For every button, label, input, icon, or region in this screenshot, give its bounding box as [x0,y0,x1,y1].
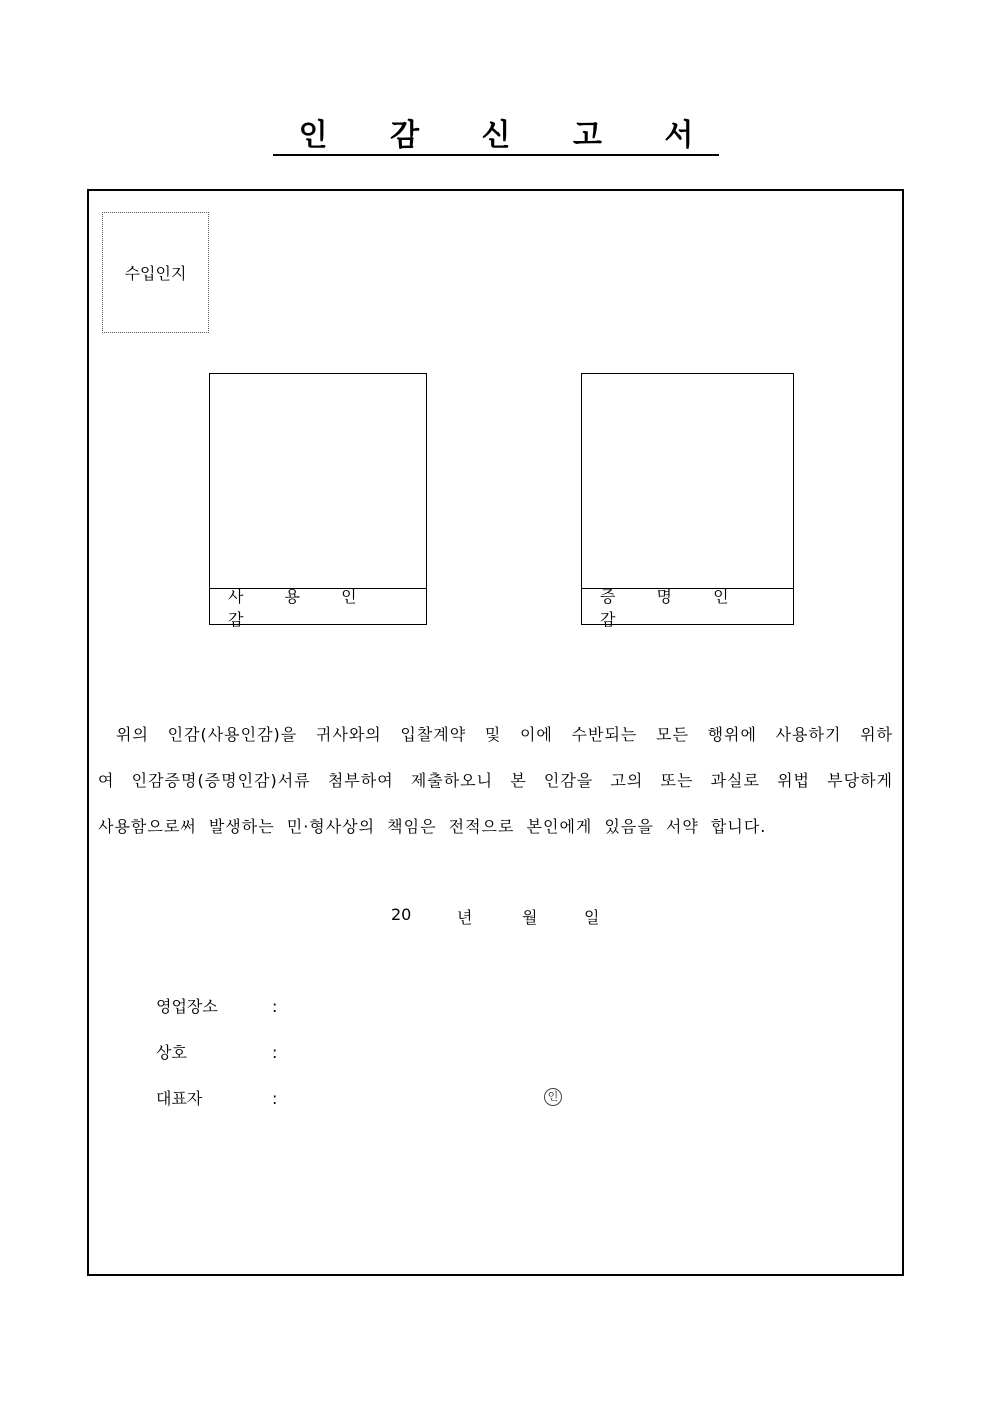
business-place-label: 영업장소 [156,997,218,1016]
date-line [0,905,992,929]
statement-line-1: 위의 인감(사용인감)을 귀사와의 입찰계약 및 이에 수반되는 모든 행위에 사용하기 위하 [116,725,893,744]
statement-line-3: 사용함으로써 발생하는 민·형사상의 책임은 전적으로 본인에게 있음을 서약 합니다. [98,817,767,836]
date-month-unit: 월 [522,908,538,927]
company-name-label: 상호 [156,1043,187,1062]
seal-cert-area [582,374,793,588]
revenue-stamp-label: 수입인지 [124,264,187,283]
document-title-text: 인 감 신 고 서 [273,118,720,156]
representative-colon: : [272,1089,278,1108]
seal-use-area [210,374,426,588]
seal-use-label: 사 용 인 감 [210,588,426,624]
date-day-unit: 일 [584,908,600,927]
seal-mark-icon: 인 [544,1088,562,1106]
seal-use-box [209,373,427,629]
date-year-unit: 년 [457,908,473,927]
representative-label: 대표자 [156,1089,203,1108]
revenue-stamp-box [102,212,209,333]
business-place-colon: : [272,997,278,1016]
document-title [0,118,992,156]
date-year-prefix: 20 [391,905,412,924]
representative-field [156,1087,277,1111]
pledge-statement [98,712,893,850]
company-name-colon: : [272,1043,278,1062]
company-name-field [156,1041,277,1065]
statement-line-2: 여 인감증명(증명인감)서류 첨부하여 제출하오니 본 인감을 고의 또는 과실로 위법 부당하게 [98,771,893,790]
seal-cert-label: 증 명 인 감 [582,588,793,624]
seal-cert-box [581,373,794,629]
business-place-field [156,995,277,1019]
